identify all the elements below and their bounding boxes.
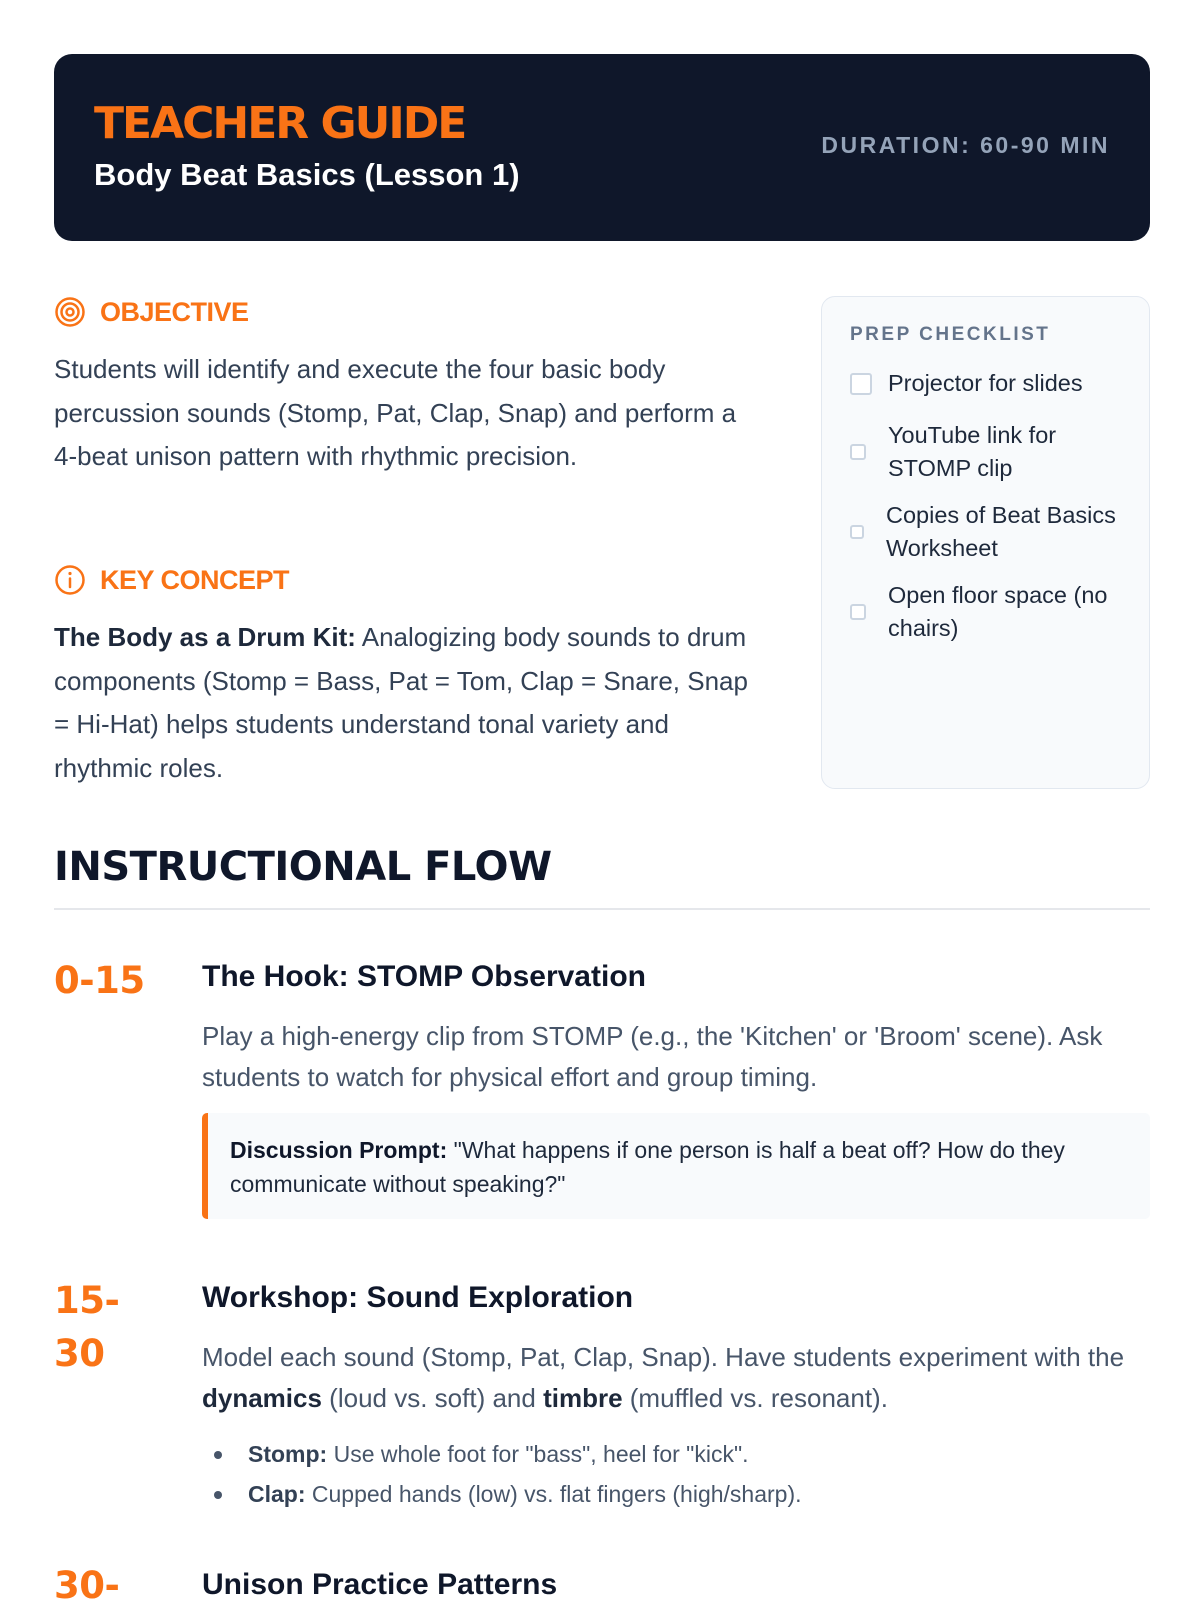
checklist-item[interactable] bbox=[850, 367, 1138, 400]
step-text-segment: (muffled vs. resonant). bbox=[622, 1382, 888, 1413]
step-time bbox=[54, 1274, 119, 1380]
checklist-item-label: Open floor space (no chairs) bbox=[888, 582, 1108, 641]
key-concept-heading bbox=[54, 564, 289, 596]
objective-text: Students will identify and execute the four basic body percussion sounds (Stomp, Pat, Clap, Snap) and perform a 4-beat unison pattern with rhythmic precision. bbox=[54, 354, 737, 471]
section-divider bbox=[54, 908, 1150, 910]
checkbox[interactable] bbox=[850, 525, 864, 539]
key-concept-label: KEY CONCEPT bbox=[100, 564, 290, 595]
step-time: 30- bbox=[54, 1564, 120, 1600]
bullet-dot bbox=[214, 1451, 222, 1459]
step-time: 0-15 bbox=[54, 959, 145, 1002]
step-description: Play a high-energy clip from STOMP (e.g., the 'Kitchen' or 'Broom' scene). Ask students to watch for physical effort and group timing. bbox=[202, 1021, 1103, 1092]
objective-label: OBJECTIVE bbox=[100, 296, 249, 327]
checklist-item-label: YouTube link for STOMP clip bbox=[888, 422, 1057, 481]
checklist-item[interactable] bbox=[850, 499, 1136, 565]
discussion-prompt-callout bbox=[202, 1113, 1150, 1219]
step-description bbox=[202, 1337, 1150, 1418]
info-icon bbox=[54, 564, 86, 596]
step-time-line: 15- bbox=[54, 1279, 120, 1322]
header-banner bbox=[54, 54, 1150, 241]
list-item-label: Clap: bbox=[248, 1481, 306, 1507]
checklist-item[interactable] bbox=[850, 419, 1108, 485]
lesson-subtitle: Body Beat Basics (Lesson 1) bbox=[94, 157, 520, 192]
list-item bbox=[214, 1434, 802, 1474]
checklist-item-label: Copies of Beat Basics Worksheet bbox=[886, 502, 1116, 561]
page-title: TEACHER GUIDE bbox=[94, 98, 466, 149]
step-time-line: 30 bbox=[54, 1332, 105, 1375]
key-concept-body: Analogizing body sounds to drum components (Stomp = Bass, Pat = Tom, Clap = Snare, Snap = Hi-Hat) helps students understand tonal variety and rhythmic roles. bbox=[54, 622, 748, 783]
checklist-item-label: Projector for slides bbox=[888, 370, 1083, 396]
term-timbre: timbre bbox=[543, 1382, 623, 1413]
step-title: Unison Practice Patterns bbox=[202, 1568, 558, 1600]
checkbox[interactable] bbox=[850, 604, 866, 620]
target-icon bbox=[54, 296, 86, 328]
step-text-segment: Model each sound (Stomp, Pat, Clap, Snap). Have students experiment with the bbox=[202, 1342, 1125, 1372]
prep-checklist-panel bbox=[821, 296, 1150, 789]
checklist-item[interactable] bbox=[850, 579, 1138, 645]
step-text-segment: (loud vs. soft) and bbox=[321, 1382, 544, 1413]
term-dynamics: dynamics bbox=[202, 1382, 322, 1413]
checkbox[interactable] bbox=[850, 373, 872, 395]
key-concept-lead: The Body as a Drum Kit: bbox=[54, 622, 356, 652]
list-item bbox=[214, 1474, 802, 1514]
technique-list bbox=[214, 1434, 802, 1514]
discussion-prompt-label: Discussion Prompt: bbox=[230, 1137, 448, 1163]
list-item-text: Use whole foot for "bass", heel for "kick". bbox=[327, 1441, 749, 1467]
prep-checklist-title: PREP CHECKLIST bbox=[850, 324, 1051, 345]
step-title: Workshop: Sound Exploration bbox=[202, 1281, 634, 1314]
bullet-dot bbox=[214, 1491, 222, 1499]
list-item-text: Cupped hands (low) vs. flat fingers (high/sharp). bbox=[305, 1481, 802, 1507]
list-item-label: Stomp: bbox=[248, 1441, 328, 1467]
key-concept-text bbox=[54, 616, 764, 790]
objective-heading bbox=[54, 296, 249, 328]
duration-badge: DURATION: 60-90 MIN bbox=[821, 132, 1110, 158]
discussion-prompt-text: "What happens if one person is half a beat off? How do they communicate without speaking?" bbox=[230, 1137, 1065, 1197]
instructional-flow-title: INSTRUCTIONAL FLOW bbox=[54, 844, 552, 890]
step-title: The Hook: STOMP Observation bbox=[202, 960, 646, 993]
checkbox[interactable] bbox=[850, 444, 866, 460]
